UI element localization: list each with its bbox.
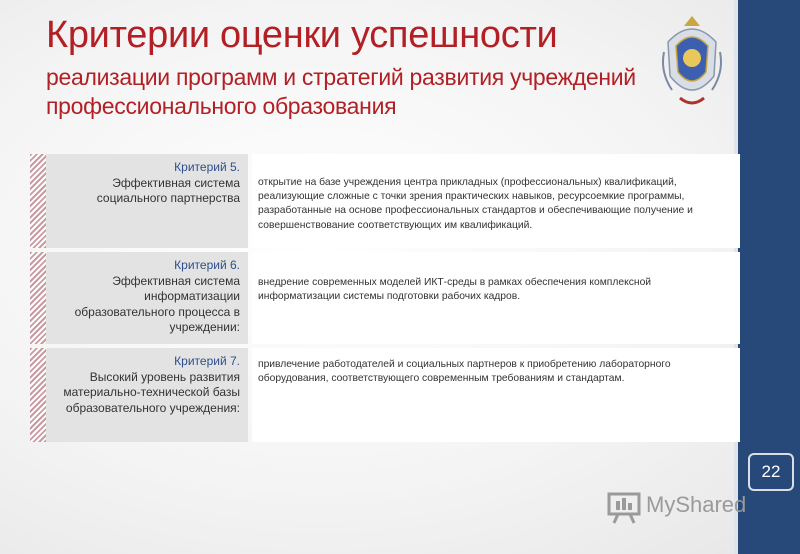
criterion-cell — [46, 154, 248, 248]
watermark — [606, 488, 766, 528]
criterion-label: Эффективная система социального партнерства — [96, 175, 240, 206]
coat-of-arms-icon — [660, 12, 724, 112]
row-stripes — [30, 348, 46, 442]
criterion-description: привлечение работодателей и социальных партнеров к приобретению лабораторного оборудования, соответствующего современным требованиям и стандартам. — [252, 348, 740, 442]
criterion-cell — [46, 252, 248, 344]
row-stripes — [30, 154, 46, 248]
criterion-label: Высокий уровень развития материально-технической базы образовательного учреждения: — [63, 369, 240, 415]
criterion-description: внедрение современных моделей ИКТ-среды в рамках обеспечения комплексной информатизации системы подготовки рабочих кадров. — [252, 252, 740, 344]
criterion-row-7 — [30, 348, 740, 442]
criterion-label: Эффективная система информатизации образовательного процесса в учреждении: — [74, 273, 240, 335]
row-stripes — [30, 252, 46, 344]
criterion-heading: Критерий 7. — [174, 354, 240, 368]
criterion-heading: Критерий 6. — [174, 258, 240, 272]
presentation-icon — [606, 490, 642, 526]
criterion-row-6 — [30, 252, 740, 344]
criterion-cell — [46, 348, 248, 442]
criterion-row-5 — [30, 154, 740, 248]
criterion-heading: Критерий 5. — [174, 160, 240, 174]
criterion-description: открытие на базе учреждения центра прикладных (профессиональных) квалификаций, реализующие сложные с точки зрения практических навыков, ресурсоемкие программы, разработанные на основе профессиональных стандартов и обеспечивающие получение и совершенствование соответствующих им квалификаций. — [252, 154, 740, 248]
page-number: 22 — [748, 453, 794, 491]
page-subtitle: реализации программ и стратегий развития учреждений профессионального образования — [46, 64, 636, 119]
page-title: Критерии оценки успешности — [46, 14, 558, 56]
watermark-text: MyShared — [646, 492, 747, 517]
